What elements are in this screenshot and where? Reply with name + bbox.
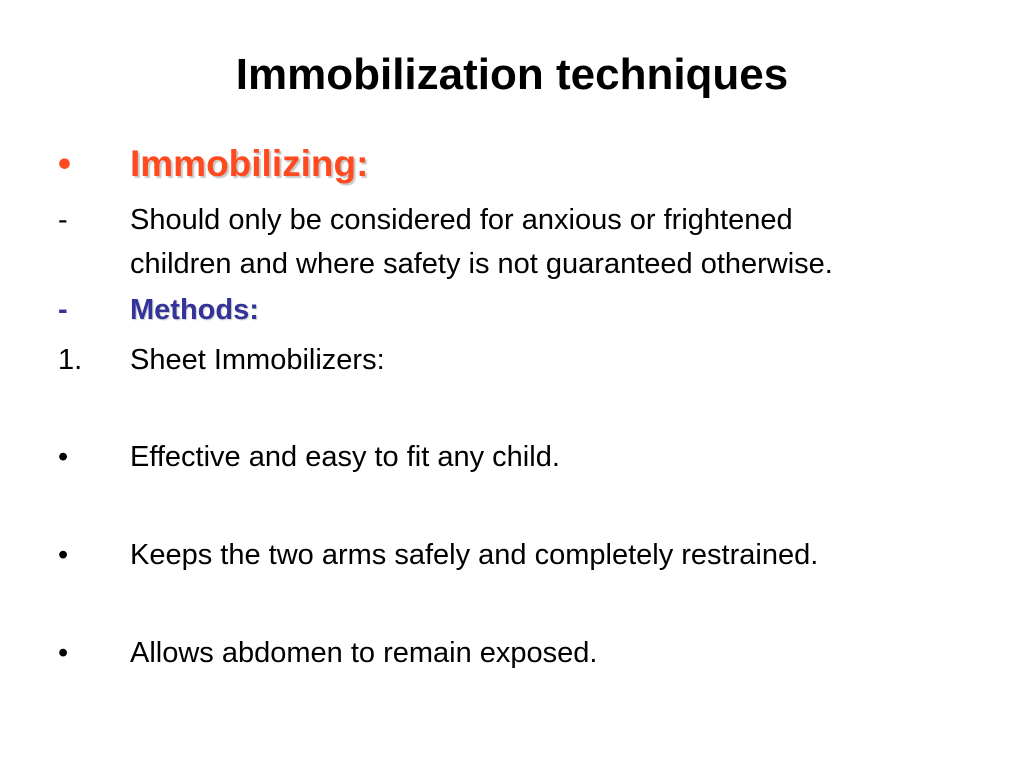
bullet-text: Keeps the two arms safely and completely restrained. <box>130 539 819 571</box>
methods-marker: - <box>58 294 68 326</box>
section-heading: Immobilizing: <box>130 143 369 184</box>
numbered-item-text: Sheet Immobilizers: <box>130 344 385 376</box>
bullet-text: Effective and easy to fit any child. <box>130 441 560 473</box>
bullet-marker: • <box>58 637 69 669</box>
dash-marker: - <box>58 204 68 236</box>
bullet-text: Allows abdomen to remain exposed. <box>130 637 598 669</box>
bullet-marker: • <box>58 441 69 473</box>
number-marker: 1. <box>58 344 83 376</box>
note-line-2: children and where safety is not guaranteed otherwise. <box>130 248 833 280</box>
slide-title: Immobilization techniques <box>235 50 789 99</box>
bullet-marker: • <box>58 143 71 184</box>
note-line-1: Should only be considered for anxious or frightened <box>130 204 793 236</box>
bullet-marker: • <box>58 539 69 571</box>
methods-heading: Methods: <box>130 294 259 326</box>
